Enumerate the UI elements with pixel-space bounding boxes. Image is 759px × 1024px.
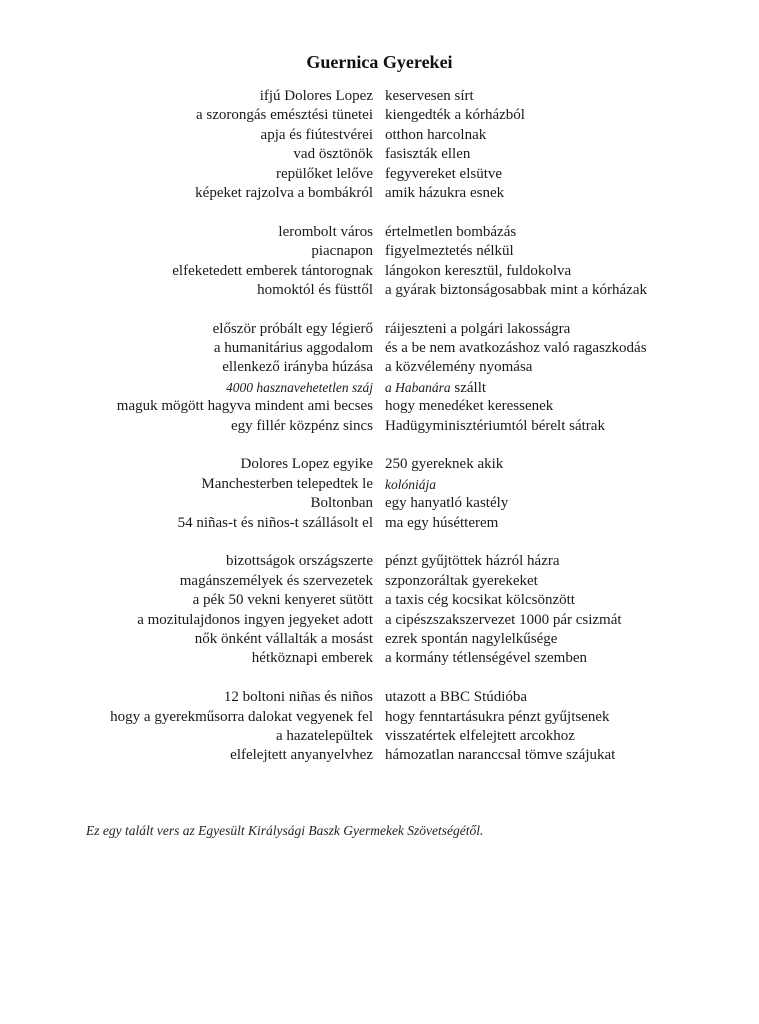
poem-line [0, 106, 759, 125]
poem-title: Guernica Gyerekei [306, 52, 453, 72]
line-left: piacnapon [311, 243, 373, 260]
line-left: hétköznapi emberek [251, 650, 373, 667]
line-right-italic: kolóniája [385, 476, 436, 492]
line-right: figyelmeztetés nélkül [385, 243, 514, 260]
line-right: ráijeszteni a polgári lakosságra [385, 320, 571, 337]
line-right: pénzt gyűjtöttek házról házra [385, 553, 560, 570]
line-left: bizottságok országszerte [225, 553, 373, 570]
poem-line [0, 514, 759, 533]
line-right: hámozatlan naranccsal tömve szájukat [385, 747, 616, 764]
poem-line [0, 87, 759, 106]
line-left: Manchesterben telepedtek le [201, 475, 373, 492]
line-right: szponzoráltak gyerekeket [385, 572, 538, 589]
poem-line [0, 494, 759, 513]
poem-line [0, 242, 759, 261]
footnote: Ez egy talált vers az Egyesült Királysági Baszk Gyermekek Szövetségétől. [86, 823, 484, 838]
line-right: lángokon keresztül, fuldokolva [385, 262, 572, 279]
line-left: homoktól és füsttől [257, 281, 373, 298]
line-left: 54 niñas-t és niños-t szállásolt el [177, 514, 373, 531]
line-right: a közvélemény nyomása [385, 359, 533, 376]
line-right: a gyárak biztonságosabbak mint a kórházak [385, 281, 647, 298]
poem-body [0, 87, 759, 785]
line-right: és a be nem avatkozáshoz való ragaszkodás [385, 340, 647, 357]
line-left: nők önként vállalták a mosást [194, 630, 373, 647]
line-left: Boltonban [310, 495, 373, 512]
line-right: hogy fenntartásukra pénzt gyűjtsenek [385, 708, 610, 725]
line-right: ma egy húsétterem [385, 514, 499, 531]
line-right: ezrek spontán nagylelkűsége [385, 630, 558, 647]
line-right: visszatértek elfelejtett arcokhoz [385, 727, 575, 744]
poem-line [0, 378, 759, 397]
poem-line [0, 475, 759, 494]
line-left: a humanitárius aggodalom [213, 340, 373, 357]
line-right: keservesen sírt [385, 88, 474, 104]
poem-line [0, 320, 759, 339]
poem-line [0, 184, 759, 203]
line-right: fasiszták ellen [385, 146, 471, 163]
line-right: a taxis cég kocsikat kölcsönzött [385, 592, 575, 609]
poem-line [0, 572, 759, 591]
stanza [0, 87, 759, 203]
line-left: a szorongás emésztési tünetei [195, 107, 373, 124]
line-left: először próbált egy légierő [212, 320, 373, 337]
line-right: Hadügyminisztériumtól bérelt sátrak [385, 417, 605, 434]
poem-line [0, 339, 759, 358]
poem-line [0, 165, 759, 184]
poem-line [0, 630, 759, 649]
stanza [0, 552, 759, 668]
line-left: ellenkező irányba húzása [222, 359, 373, 376]
line-right: kiengedték a kórházból [385, 107, 525, 124]
line-right [373, 378, 486, 397]
line-left-italic: 4000 hasznavehetetlen száj [226, 379, 373, 395]
stanza [0, 455, 759, 533]
poem-line [0, 727, 759, 746]
poem-line [0, 223, 759, 242]
line-left: maguk mögött hagyva mindent ami becses [116, 398, 373, 415]
ship-name-italic: a Habanára [385, 379, 451, 395]
line-left: ifjú Dolores Lopez [259, 88, 373, 104]
poem-line [0, 746, 759, 765]
line-left: a pék 50 vekni kenyeret sütött [192, 592, 373, 609]
line-right: otthon harcolnak [385, 126, 487, 143]
line-left: apja és fiútestvérei [260, 126, 373, 143]
poem-line [0, 397, 759, 416]
poem-line [0, 417, 759, 436]
poem-line [0, 262, 759, 281]
line-left: egy fillér közpénz sincs [230, 417, 373, 434]
line-right: a kormány tétlenségével szemben [385, 650, 588, 667]
poem-line [0, 591, 759, 610]
line-left: hogy a gyerekműsorra dalokat vegyenek fel [110, 708, 373, 725]
line-right: értelmetlen bombázás [385, 223, 517, 240]
line-right: amik házukra esnek [385, 184, 505, 201]
line-right: fegyvereket elsütve [385, 165, 503, 182]
poem-line [0, 552, 759, 571]
poem-line [0, 358, 759, 377]
line-left: repülőket lelőve [275, 165, 373, 182]
poem-line [0, 145, 759, 164]
poem-line [0, 688, 759, 707]
poem-line [0, 126, 759, 145]
line-left: magánszemélyek és szervezetek [179, 572, 373, 589]
poem-line [0, 611, 759, 630]
line-left: 12 boltoni niñas és niños [223, 689, 373, 706]
poem-line [0, 708, 759, 727]
line-right: utazott a BBC Stúdióba [385, 689, 528, 706]
line-left: Dolores Lopez egyike [240, 456, 373, 473]
line-right: egy hanyatló kastély [385, 495, 509, 512]
line-left: a hazatelepültek [275, 727, 373, 744]
stanza [0, 688, 759, 766]
line-left: elfelejtett anyanyelvhez [230, 747, 373, 764]
poem-line [0, 455, 759, 474]
line-left: képeket rajzolva a bombákról [195, 184, 373, 201]
stanza [0, 320, 759, 436]
line-right: 250 gyereknek akik [385, 456, 504, 473]
stanza [0, 223, 759, 301]
line-left: a mozitulajdonos ingyen jegyeket adott [137, 611, 373, 628]
line-left: lerombolt város [278, 223, 373, 240]
line-left: vad ösztönök [293, 146, 373, 163]
line-right-rest: szállt [450, 379, 487, 396]
line-right: a cipészszakszervezet 1000 pár csizmát [385, 611, 622, 628]
line-left: elfeketedett emberek tántorognak [172, 262, 373, 279]
poem-line [0, 281, 759, 300]
poem-line [0, 649, 759, 668]
line-right: hogy menedéket keressenek [385, 398, 554, 415]
